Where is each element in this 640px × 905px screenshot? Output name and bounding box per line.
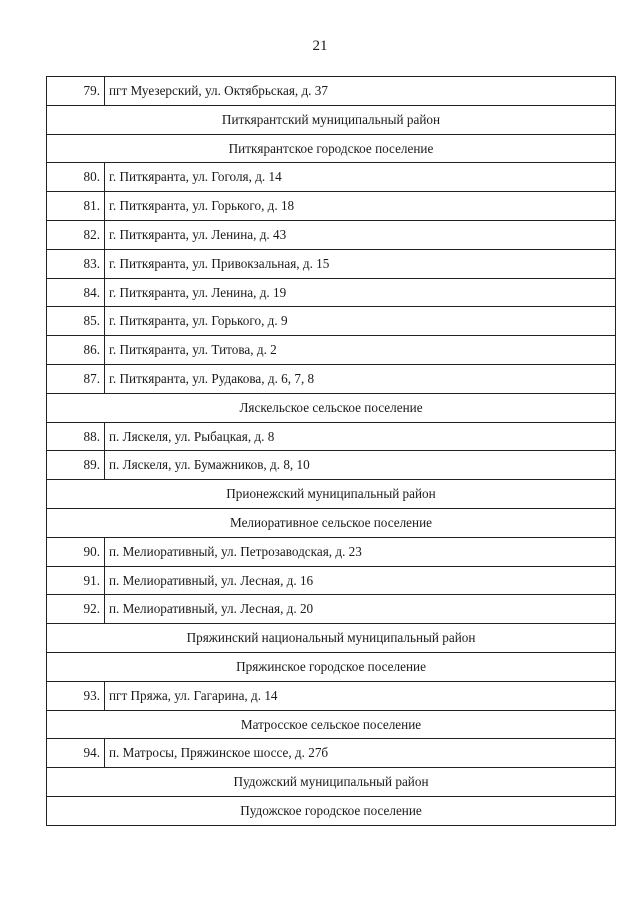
section-header-row <box>47 393 616 422</box>
section-title: Пряжинское городское поселение <box>47 652 616 681</box>
address-cell: пгт Муезерский, ул. Октябрьская, д. 37 <box>105 77 616 106</box>
address-cell: г. Питкяранта, ул. Ленина, д. 19 <box>105 278 616 307</box>
row-number: 81. <box>47 192 105 221</box>
table-row <box>47 77 616 106</box>
table-row <box>47 681 616 710</box>
table-row <box>47 220 616 249</box>
table-row <box>47 595 616 624</box>
section-title: Питкярантское городское поселение <box>47 134 616 163</box>
address-cell: г. Питкяранта, ул. Ленина, д. 43 <box>105 220 616 249</box>
section-header-row <box>47 480 616 509</box>
section-header-row <box>47 796 616 825</box>
table-row <box>47 278 616 307</box>
section-title: Пудожский муниципальный район <box>47 768 616 797</box>
section-title: Матросское сельское поселение <box>47 710 616 739</box>
address-cell: пгт Пряжа, ул. Гагарина, д. 14 <box>105 681 616 710</box>
section-title: Пудожское городское поселение <box>47 796 616 825</box>
address-cell: п. Ляскеля, ул. Бумажников, д. 8, 10 <box>105 451 616 480</box>
address-cell: п. Матросы, Пряжинское шоссе, д. 27б <box>105 739 616 768</box>
address-cell: г. Питкяранта, ул. Горького, д. 18 <box>105 192 616 221</box>
row-number: 83. <box>47 249 105 278</box>
row-number: 86. <box>47 336 105 365</box>
section-title: Прионежский муниципальный район <box>47 480 616 509</box>
row-number: 85. <box>47 307 105 336</box>
section-title: Пряжинский национальный муниципальный район <box>47 624 616 653</box>
section-title: Мелиоративное сельское поселение <box>47 508 616 537</box>
table-row <box>47 422 616 451</box>
table-row <box>47 451 616 480</box>
table-row <box>47 364 616 393</box>
address-cell: п. Ляскеля, ул. Рыбацкая, д. 8 <box>105 422 616 451</box>
row-number: 92. <box>47 595 105 624</box>
section-header-row <box>47 624 616 653</box>
section-title: Ляскельское сельское поселение <box>47 393 616 422</box>
row-number: 93. <box>47 681 105 710</box>
section-header-row <box>47 105 616 134</box>
address-cell: г. Питкяранта, ул. Горького, д. 9 <box>105 307 616 336</box>
row-number: 79. <box>47 77 105 106</box>
row-number: 90. <box>47 537 105 566</box>
table-row <box>47 537 616 566</box>
row-number: 94. <box>47 739 105 768</box>
row-number: 87. <box>47 364 105 393</box>
row-number: 84. <box>47 278 105 307</box>
address-cell: г. Питкяранта, ул. Привокзальная, д. 15 <box>105 249 616 278</box>
table-row <box>47 566 616 595</box>
section-header-row <box>47 652 616 681</box>
section-header-row <box>47 710 616 739</box>
section-title: Питкярантский муниципальный район <box>47 105 616 134</box>
row-number: 91. <box>47 566 105 595</box>
section-header-row <box>47 768 616 797</box>
table-row <box>47 336 616 365</box>
row-number: 88. <box>47 422 105 451</box>
table-row <box>47 163 616 192</box>
table-row <box>47 192 616 221</box>
address-cell: п. Мелиоративный, ул. Лесная, д. 16 <box>105 566 616 595</box>
row-number: 89. <box>47 451 105 480</box>
row-number: 80. <box>47 163 105 192</box>
page-number: 21 <box>312 38 328 54</box>
address-table <box>46 76 616 826</box>
row-number: 82. <box>47 220 105 249</box>
address-cell: п. Мелиоративный, ул. Лесная, д. 20 <box>105 595 616 624</box>
section-header-row <box>47 134 616 163</box>
address-cell: г. Питкяранта, ул. Рудакова, д. 6, 7, 8 <box>105 364 616 393</box>
address-cell: г. Питкяранта, ул. Титова, д. 2 <box>105 336 616 365</box>
table-row <box>47 249 616 278</box>
section-header-row <box>47 508 616 537</box>
address-cell: г. Питкяранта, ул. Гоголя, д. 14 <box>105 163 616 192</box>
address-cell: п. Мелиоративный, ул. Петрозаводская, д. 23 <box>105 537 616 566</box>
table-row <box>47 307 616 336</box>
table-row <box>47 739 616 768</box>
